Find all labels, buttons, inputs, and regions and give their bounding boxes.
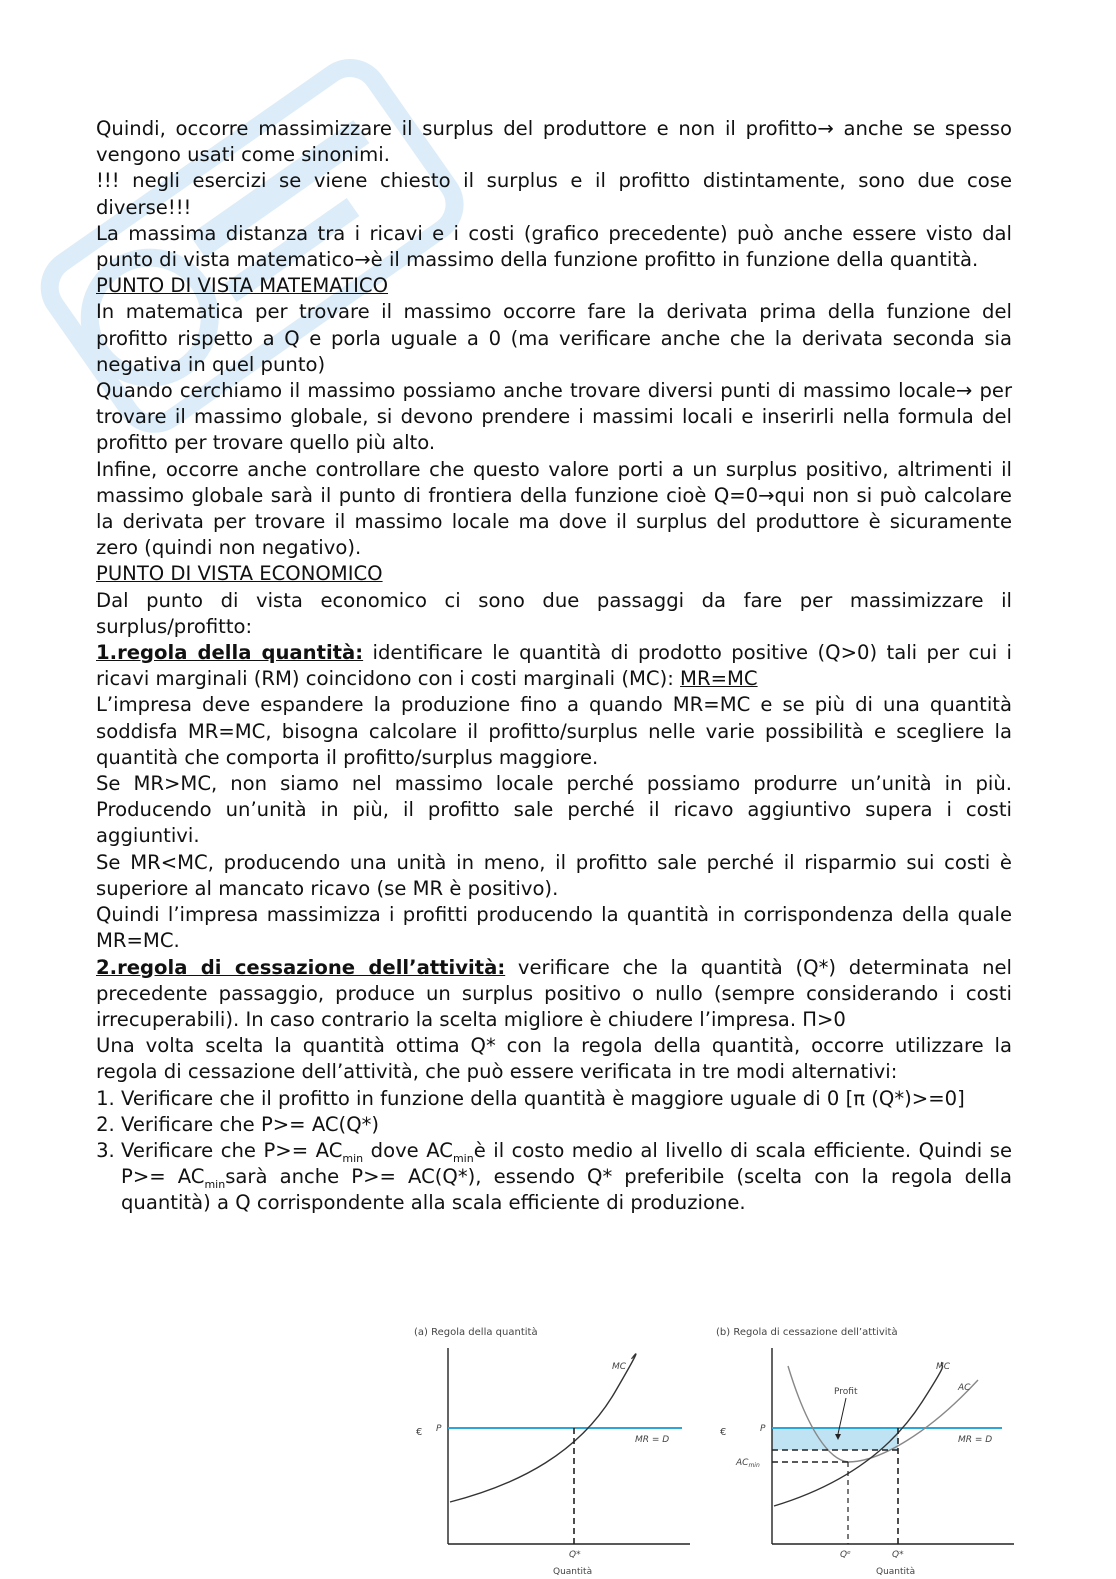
list-item: 1. Verificare che il profitto in funzione della quantità è maggiore uguale di 0 [π (Q*)>=0] bbox=[121, 1086, 1012, 1112]
mc-label: MC bbox=[612, 1362, 627, 1372]
ac-label: AC bbox=[958, 1383, 971, 1393]
figure-right-title: (b) Regola di cessazione dell’attività bbox=[716, 1327, 898, 1338]
figure-left-title: (a) Regola della quantità bbox=[414, 1327, 538, 1338]
qe-label: Qᵉ bbox=[840, 1550, 851, 1560]
acmin-label: $AC_{min}$ bbox=[736, 1458, 760, 1469]
paragraph: Una volta scelta la quantità ottima Q* con la regola della quantità, occorre utilizzare la regola di cessazione dell’attività, che può essere verificata in tre modi alternativi: bbox=[96, 1034, 1012, 1084]
check-list bbox=[96, 1086, 1012, 1217]
paragraph: Infine, occorre anche controllare che questo valore porti a un surplus positivo, altrimenti il massimo globale sarà il punto di frontiera della funzione cioè Q=0→qui non si può calcolare la derivata per trovare il massimo locale ma dove il surplus del produttore è sicuramente zero (quindi non negativo). bbox=[96, 457, 1012, 560]
heading-econ: PUNTO DI VISTA ECONOMICO bbox=[96, 562, 383, 586]
paragraph: Se MR<MC, producendo una unità in meno, il profitto sale perché il risparmio sui costi è superiore al mancato ricavo (se MR è positivo). bbox=[96, 850, 1012, 900]
mc-label: MC bbox=[936, 1362, 951, 1372]
profit-label: Profit bbox=[834, 1387, 858, 1397]
y-axis-label: € bbox=[720, 1427, 727, 1438]
paragraph: La massima distanza tra i ricavi e i costi (grafico precedente) può anche essere visto dal punto di vista matematico→è il massimo della funzione profitto in funzione della quantità. bbox=[96, 221, 1012, 272]
rule-1-text: identificare le quantità di prodotto positive (Q>0) tali per cui i ricavi marginali (RM) coincidono con i costi marginali (MC): bbox=[96, 641, 1013, 691]
heading-math: PUNTO DI VISTA MATEMATICO bbox=[96, 274, 389, 298]
rule-1 bbox=[96, 640, 1012, 692]
price-label: P bbox=[760, 1424, 766, 1434]
paragraph: Quindi l’impresa massimizza i profitti producendo la quantità in corrispondenza della quale MR=MC. bbox=[96, 903, 1012, 953]
figure-right bbox=[716, 1326, 1014, 1577]
paragraph: !!! negli esercizi se viene chiesto il surplus e il profitto distintamente, sono due cose diverse!!! bbox=[96, 169, 1012, 219]
rule-1-equation: MR=MC bbox=[680, 667, 758, 691]
list-item: 2. Verificare che P>= AC(Q*) bbox=[121, 1112, 1012, 1138]
paragraph: Dal punto di vista economico ci sono due passaggi da fare per massimizzare il surplus/profitto: bbox=[96, 588, 1012, 638]
paragraph: L’impresa deve espandere la produzione fino a quando MR=MC e se più di una quantità soddisfa MR=MC, bisogna calcolare il profitto/surplus nelle varie possibilità e scegliere la quantità che comporta il profitto/surplus maggiore. bbox=[96, 693, 1012, 769]
rule-2-title: 2.regola di cessazione dell’attività: bbox=[96, 955, 506, 979]
rule-1-title: 1.regola della quantità: bbox=[96, 641, 364, 665]
x-axis-label: Quantità bbox=[553, 1567, 593, 1577]
rule-2 bbox=[96, 955, 1012, 1034]
figure-graphs bbox=[410, 1322, 1020, 1579]
document-body bbox=[96, 116, 1012, 1217]
price-label: P bbox=[436, 1424, 442, 1434]
mr-label: MR = D bbox=[958, 1435, 993, 1445]
figures bbox=[410, 1322, 1020, 1579]
rule-2-text: verificare che la quantità (Q*) determinata nel precedente passaggio, produce un surplus positivo o nullo (sempre considerando i costi irrecuperabili). In caso contrario la scelta migliore è chiudere l’impresa. Π>0 bbox=[96, 955, 1012, 1031]
paragraph: In matematica per trovare il massimo occorre fare la derivata prima della funzione del profitto rispetto a Q e porla uguale a 0 (ma verificare anche che la derivata seconda sia negativa in quel punto) bbox=[96, 300, 1012, 376]
paragraph: Quando cerchiamo il massimo possiamo anche trovare diversi punti di massimo locale→ per trovare il massimo globale, si devono prendere i massimi locali e inserirli nella formula del profitto per trovare quello più alto. bbox=[96, 379, 1012, 455]
x-axis-label: Quantità bbox=[876, 1567, 916, 1577]
paragraph: Se MR>MC, non siamo nel massimo locale perché possiamo produrre un’unità in più. Producendo un’unità in più, il profitto sale perché il ricavo aggiuntivo supera i costi aggiuntivi. bbox=[96, 772, 1012, 848]
profit-area bbox=[772, 1428, 898, 1450]
q-star-label: Q* bbox=[569, 1550, 581, 1560]
mr-label: MR = D bbox=[635, 1435, 670, 1445]
paragraph: Quindi, occorre massimizzare il surplus del produttore e non il profitto→ anche se spesso vengono usati come sinonimi. bbox=[96, 117, 1012, 167]
y-axis-label: € bbox=[416, 1427, 423, 1438]
figure-left bbox=[414, 1326, 690, 1577]
q-star-label: Q* bbox=[892, 1550, 904, 1560]
list-item: 3. Verificare che $P>= AC_{min}$ dove $AC_{min}è$ il costo medio al livello di scala efficiente. Quindi se $P>= AC_{min}sarà$ anche P>= AC(Q*), essendo Q* preferibile (scelta con la regola della quantità) a Q corrispondente alla scala efficiente di produzione. bbox=[121, 1138, 1012, 1217]
